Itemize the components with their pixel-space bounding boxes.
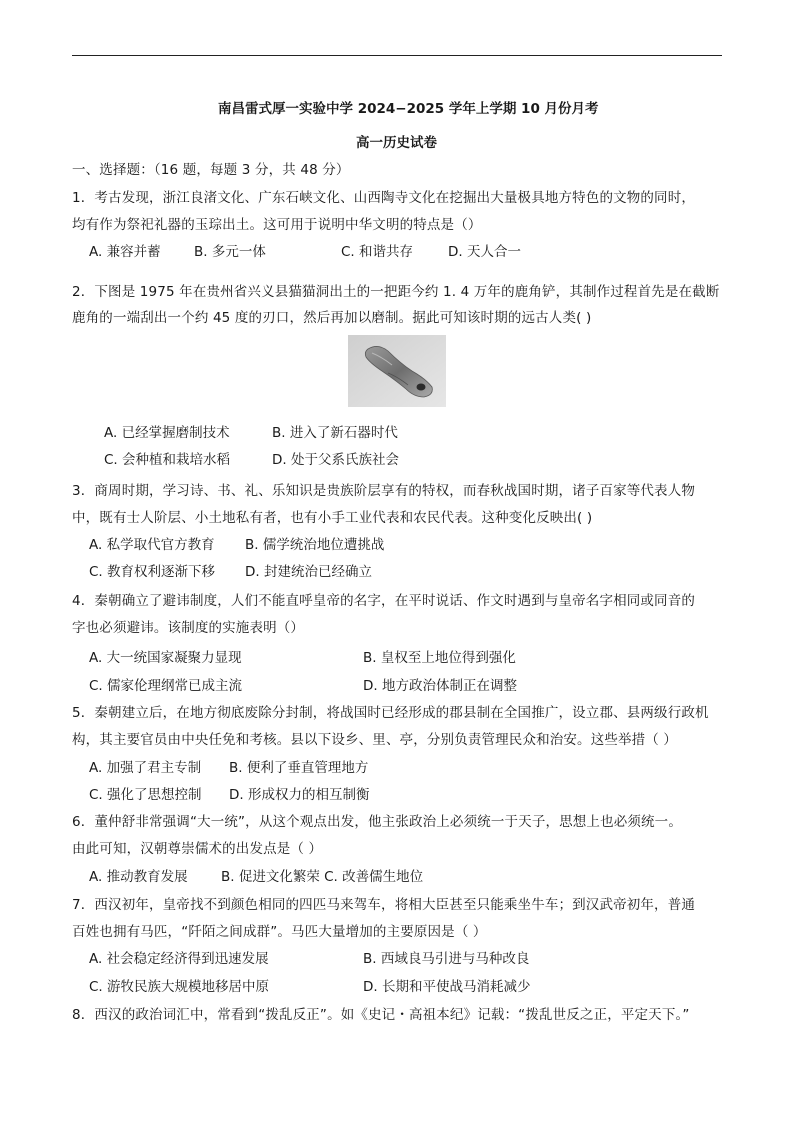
question-7-line-1: 7．西汉初年，皇帝找不到颜色相同的四匹马来驾车，将相大臣甚至只能乘坐牛车；到汉武帝初年，普通	[72, 897, 695, 913]
question-2-option-d[interactable]: D. 处于父系氏族社会	[272, 452, 399, 468]
question-4-option-b[interactable]: B. 皇权至上地位得到强化	[363, 650, 516, 666]
question-2-line-1: 2．下图是 1975 年在贵州省兴义县猫猫洞出土的一把距今约 1. 4 万年的鹿角铲，其制作过程首先是在截断	[72, 284, 720, 300]
question-4-line-1: 4．秦朝确立了避讳制度，人们不能直呼皇帝的名字，在平时说话、作文时遇到与皇帝名字相同或同音的	[72, 593, 695, 609]
question-3-option-a[interactable]: A. 私学取代官方教育	[89, 537, 215, 553]
question-4-option-a[interactable]: A. 大一统国家凝聚力显现	[89, 650, 242, 666]
question-7-option-c[interactable]: C. 游牧民族大规模地移居中原	[89, 979, 270, 995]
exam-title: 南昌雷式厚一实验中学 2024−2025 学年上学期 10 月份月考	[218, 101, 599, 117]
question-5-option-d[interactable]: D. 形成权力的相互制衡	[229, 787, 370, 803]
question-5-line-2: 构，其主要官员由中央任免和考核。县以下设乡、里、亭，分别负责管理民众和治安。这些举措（ ）	[72, 732, 678, 748]
question-1-line-1: 1．考古发现，浙江良渚文化、广东石峡文化、山西陶寺文化在挖掘出大量极具地方特色的文物的同时，	[72, 190, 695, 206]
question-6-line-1: 6．董仲舒非常强调“大一统”，从这个观点出发，他主张政治上必须统一于天子，思想上也必须统一。	[72, 814, 682, 830]
question-6-line-2: 由此可知，汉朝尊崇儒术的出发点是（ ）	[72, 841, 323, 857]
question-5-option-c[interactable]: C. 强化了思想控制	[89, 787, 202, 803]
question-3-option-c[interactable]: C. 教育权利逐渐下移	[89, 564, 216, 580]
question-4-option-c[interactable]: C. 儒家伦理纲常已成主流	[89, 678, 243, 694]
question-4-line-2: 字也必须避讳。该制度的实施表明（）	[72, 620, 305, 636]
header-rule	[72, 55, 722, 56]
question-2-line-2: 鹿角的一端刮出一个约 45 度的刃口，然后再加以磨制。据此可知该时期的远古人类( )	[72, 310, 592, 326]
question-6-option-a[interactable]: A. 推动教育发展	[89, 869, 188, 885]
question-4-option-d[interactable]: D. 地方政治体制正在调整	[363, 678, 517, 694]
question-5-option-b[interactable]: B. 便利了垂直管理地方	[229, 760, 369, 776]
question-1-option-d[interactable]: D. 天人合一	[448, 244, 521, 260]
question-1-option-a[interactable]: A. 兼容并蓄	[89, 244, 161, 260]
question-3-option-b[interactable]: B. 儒学统治地位遭挑战	[245, 537, 385, 553]
question-3-line-2: 中，既有士人阶层、小土地私有者，也有小手工业代表和农民代表。这种变化反映出( )	[72, 510, 593, 526]
antler-shovel-image	[348, 335, 446, 407]
question-1-line-2: 均有作为祭祀礼器的玉琮出土。这可用于说明中华文明的特点是（）	[72, 217, 482, 233]
antler-shovel-photo	[348, 335, 446, 407]
question-2-option-b[interactable]: B. 进入了新石器时代	[272, 425, 398, 441]
question-7-line-2: 百姓也拥有马匹，“阡陌之间成群”。马匹大量增加的主要原因是（ ）	[72, 924, 487, 940]
exam-subtitle: 高一历史试卷	[356, 135, 437, 151]
question-6-option-bc[interactable]: B. 促进文化繁荣 C. 改善儒生地位	[221, 869, 424, 885]
question-8-line-1: 8．西汉的政治词汇中，常看到“拨乱反正”。如《史记・高祖本纪》记载：“拨乱世反之正，平定天下。”	[72, 1007, 690, 1023]
section-heading: 一、选择题：（16 题，每题 3 分，共 48 分）	[72, 162, 350, 178]
question-1-option-b[interactable]: B. 多元一体	[194, 244, 266, 260]
question-5-line-1: 5．秦朝建立后，在地方彻底废除分封制，将战国时已经形成的郡县制在全国推广，设立郡、县两级行政机	[72, 705, 709, 721]
question-1-option-c[interactable]: C. 和谐共存	[341, 244, 414, 260]
question-2-option-a[interactable]: A. 已经掌握磨制技术	[104, 425, 230, 441]
question-3-option-d[interactable]: D. 封建统治已经确立	[245, 564, 372, 580]
question-3-line-1: 3．商周时期，学习诗、书、礼、乐知识是贵族阶层享有的特权，而春秋战国时期，诸子百家等代表人物	[72, 483, 695, 499]
question-2-option-c[interactable]: C. 会种植和栽培水稻	[104, 452, 231, 468]
question-7-option-a[interactable]: A. 社会稳定经济得到迅速发展	[89, 951, 269, 967]
question-5-option-a[interactable]: A. 加强了君主专制	[89, 760, 202, 776]
question-7-option-b[interactable]: B. 西域良马引进与马种改良	[363, 951, 530, 967]
question-7-option-d[interactable]: D. 长期和平使战马消耗减少	[363, 979, 531, 995]
